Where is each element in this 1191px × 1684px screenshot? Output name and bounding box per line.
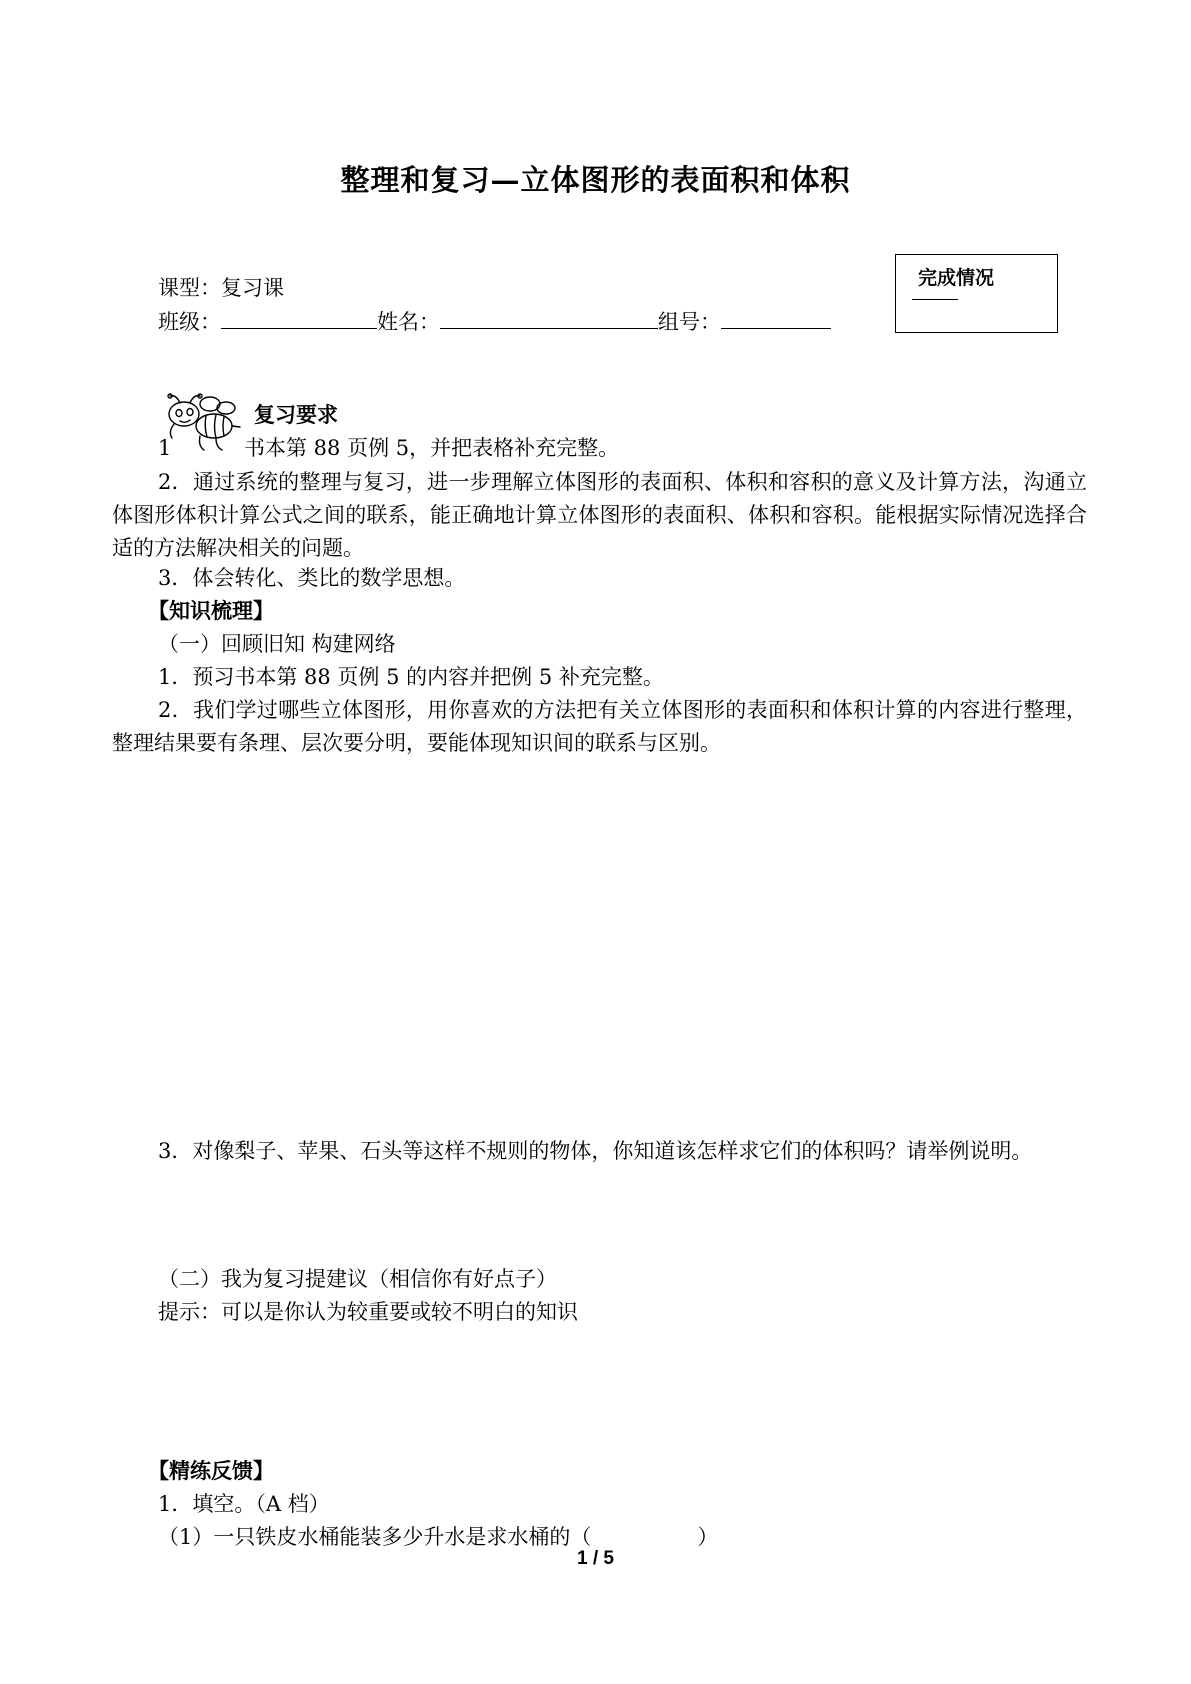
bee-mascot-icon — [160, 392, 242, 454]
review-item-2: 2．通过系统的整理与复习，进一步理解立体图形的表面积、体积和容积的意义及计算方法，沟通立体图形体积计算公式之间的联系，能正确地计算立体图形的表面积、体积和容积。能根据实际情况选择合适的方法解决相关的问题。 — [112, 470, 1087, 560]
class-label: 班级： — [158, 310, 221, 334]
practice-question-1: 1．填空。（A 档） — [158, 1492, 330, 1516]
review-item-1-text: 书本第 88 页例 5，并把表格补充完整。 — [244, 436, 620, 460]
knowledge-subsection-1: （一）回顾旧知 构建网络 — [158, 632, 396, 656]
knowledge-question-3: 3．对像梨子、苹果、石头等这样不规则的物体，你知道该怎样求它们的体积吗？请举例说明。 — [158, 1139, 1033, 1163]
course-type: 课型：复习课 — [158, 276, 284, 300]
name-blank — [440, 306, 658, 329]
completion-status-label: 完成情况 — [918, 267, 995, 289]
review-requirements-heading: 复习要求 — [254, 402, 338, 427]
knowledge-hint: 提示：可以是你认为较重要或较不明白的知识 — [158, 1300, 578, 1324]
completion-status-box — [895, 254, 1058, 333]
name-label: 姓名： — [377, 310, 440, 334]
page-number: 1 / 5 — [577, 1548, 614, 1569]
review-item-3: 3．体会转化、类比的数学思想。 — [158, 566, 466, 590]
knowledge-subsection-2: （二）我为复习提建议（相信你有好点子） — [158, 1267, 557, 1291]
practice-question-1-1-close: ） — [697, 1525, 719, 1549]
practice-heading: 【精练反馈】 — [148, 1458, 274, 1483]
knowledge-heading: 【知识梳理】 — [148, 598, 274, 623]
completion-status-line — [912, 299, 958, 300]
knowledge-question-1: 1．预习书本第 88 页例 5 的内容并把例 5 补充完整。 — [158, 665, 664, 689]
student-info-row — [158, 306, 831, 338]
group-blank — [721, 306, 831, 329]
document-title: 整理和复习—立体图形的表面积和体积 — [340, 163, 851, 197]
knowledge-question-2: 2．我们学过哪些立体图形，用你喜欢的方法把有关立体图形的表面积和体积计算的内容进行整理，整理结果要有条理、层次要分明，要能体现知识间的联系与区别。 — [112, 698, 1087, 755]
review-item-1-number: 1 — [158, 436, 172, 460]
group-label: 组号： — [658, 310, 721, 334]
class-blank — [221, 306, 377, 329]
practice-question-1-1-text: （1）一只铁皮水桶能装多少升水是求水桶的（ — [158, 1525, 592, 1549]
